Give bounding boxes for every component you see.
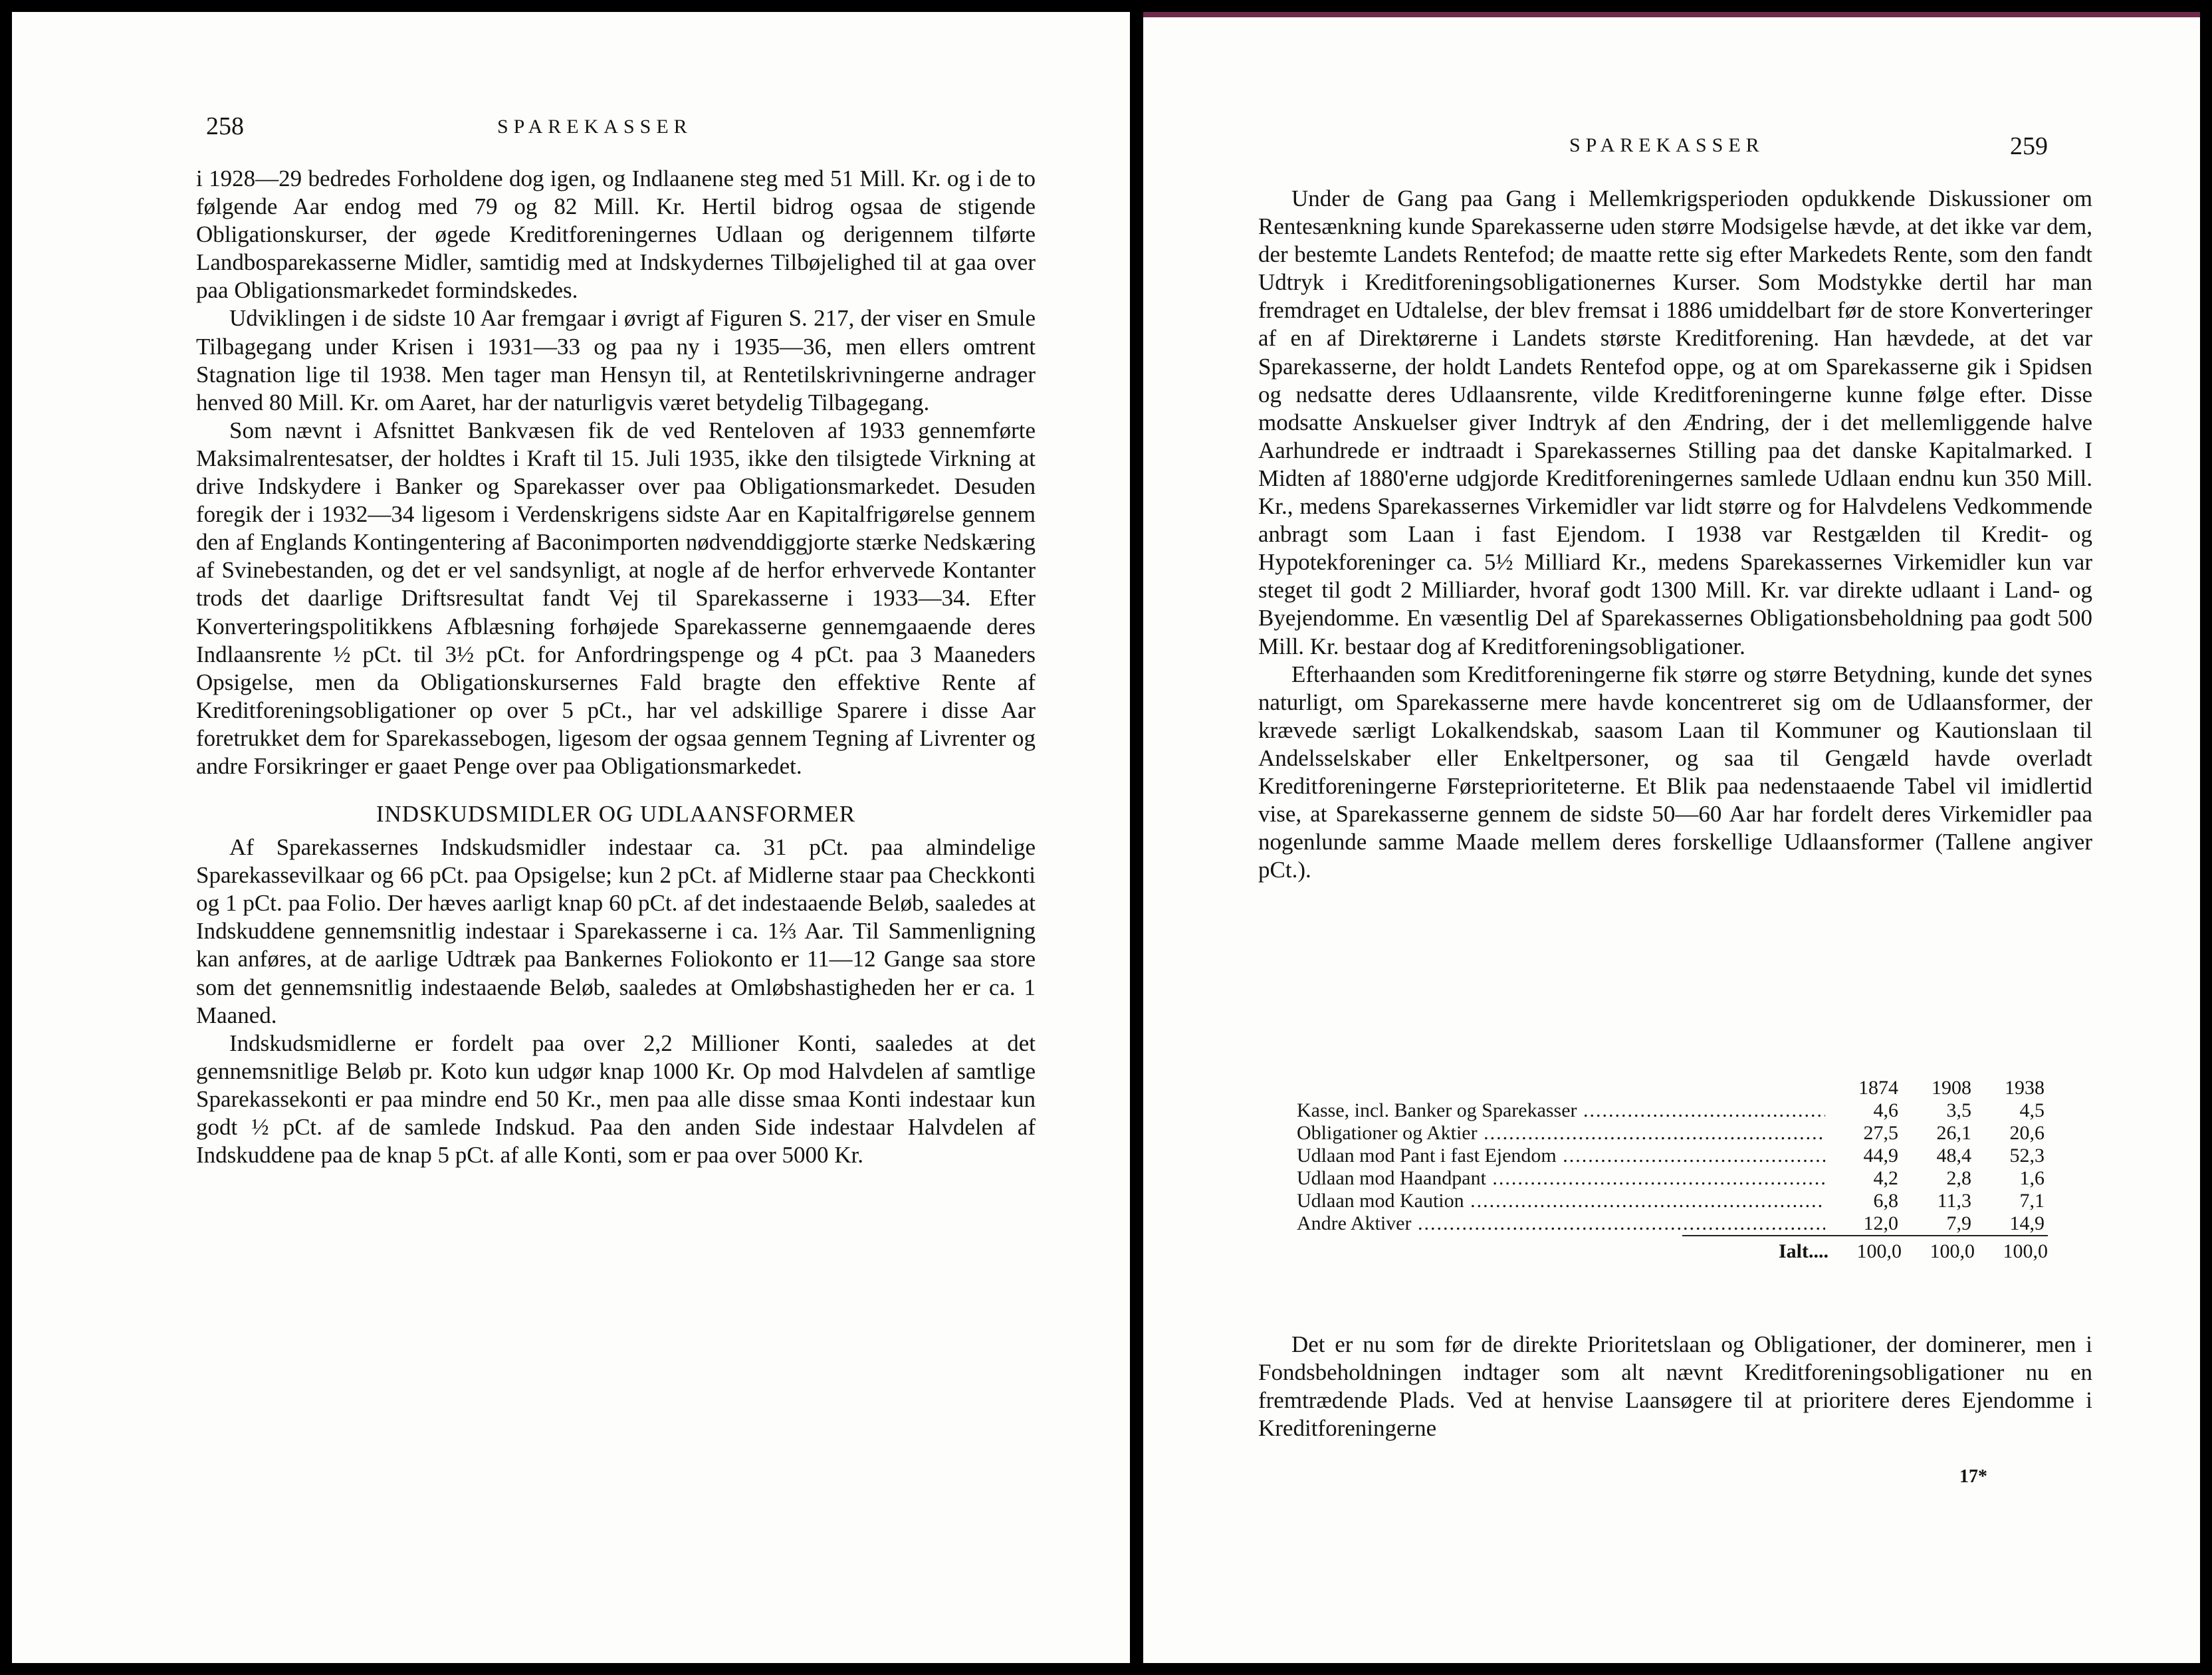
cell: 1,6 xyxy=(2019,1167,2045,1189)
paragraph: Udviklingen i de sidste 10 Aar fremgaar i øvrigt af Figuren S. 217, der viser en Smule Tilbagegang under Krisen i 1931—33 og paa ny i 1935—36, men ellers omtrent Stagnation lige til 1938. Men tager man Hensyn til, at Rentetilskrivningerne andrager henved 80 Mill. Kr. om Aaret, har der naturligvis været betydelig Tilbagegang. xyxy=(196,305,1036,415)
cell: 4,5 xyxy=(2019,1099,2045,1121)
cell: 27,5 xyxy=(1863,1122,1898,1144)
paragraph: Som nævnt i Afsnittet Bankvæsen fik de ved Renteloven af 1933 gennemførte Maksimalrentesatser, der holdtes i Kraft til 15. Juli 1935, ikke den tilsigtede Virkning at drive Indskydere i Banker og Sparekasser over paa Obligationsmarkedet. Desuden foregik der i 1932—34 ligesom i Verdenskrigens sidste Aar en Kapitalfrigørelse gennem den af Englands Kontingentering af Baconimporten nødvenddiggjorte stærke Nedskæring af Svinebestanden, og det er vel sandsynligt, at nogle af de herfor erhvervede Kontanter trods det daarlige Driftsresultat fandt Vej til Sparekasserne i 1933—34. Efter Konverteringspolitikkens Afblæsning forhøjede Sparekasserne gennemgaaende deres Indlaansrente ½ pCt. til 3½ pCt. for Anfordringspenge og 4 pCt. paa 3 Maaneders Opsigelse, men da Obligationskursernes Fald bragte den effektive Rente af Kreditforeningsobligationer op over 5 pCt., har vel adskillige Sparere i disse Aar foretrukket dem for Sparekassebogen, ligesom der ogsaa gennem Tegning af Livrenter og andre Forsikringer er gaaet Penge over paa Obligationsmarkedet. xyxy=(196,417,1036,779)
table-row xyxy=(1297,1190,2048,1212)
page-number-right: 259 xyxy=(2010,132,2048,160)
table-row xyxy=(1297,1099,2048,1122)
paragraph: Indskudsmidlerne er fordelt paa over 2,2 Millioner Konti, saaledes at det gennemsnitlige Beløb pr. Koto kun udgør knap 1000 Kr. Op mod Halvdelen af samtlige Sparekassekonti er paa mindre end 50 Kr., men paa alle disse smaa Konti indestaar kun godt ½ pCt. af de samlede Indskud. Paa den anden Side indestaar Halvdelen af Indskuddene paa de knap 5 pCt. af alle Konti, som er paa over 5000 Kr. xyxy=(196,1030,1036,1169)
cell: 11,3 xyxy=(1937,1190,1971,1212)
cell: 26,1 xyxy=(1936,1122,1971,1144)
row-label: Andre Aktiver ..... xyxy=(1297,1212,1825,1235)
cell: 4,6 xyxy=(1873,1099,1898,1121)
right-page xyxy=(1143,12,2200,1663)
running-head-left: SPAREKASSER xyxy=(497,116,693,138)
cell: 3,5 xyxy=(1946,1099,1971,1121)
year-header: 1938 xyxy=(2005,1077,2045,1099)
right-body-text-continued xyxy=(1258,1331,2092,1442)
total-cell: 100,0 xyxy=(2003,1240,2048,1262)
total-cell: 100,0 xyxy=(1856,1240,1902,1262)
table-row xyxy=(1297,1145,2048,1167)
cell: 2,8 xyxy=(1946,1167,1971,1189)
table-row xyxy=(1297,1212,2048,1235)
signature-mark: 17* xyxy=(1959,1466,1987,1487)
year-header: 1874 xyxy=(1858,1077,1898,1099)
row-label: Udlaan mod Kaution ..... xyxy=(1297,1190,1825,1212)
row-label: Udlaan mod Haandpant ..... xyxy=(1297,1167,1825,1190)
cell: 14,9 xyxy=(2009,1212,2045,1234)
section-heading: INDSKUDSMIDLER OG UDLAANSFORMER xyxy=(376,801,856,828)
paragraph: Efterhaanden som Kreditforeningerne fik større og større Betydning, kunde det synes naturligt, om Sparekasserne mere havde koncentreret sig om de Udlaansformer, der krævede særligt Lokalkendskab, saasom Laan til Kommuner og Kautionslaan til Andelsselskaber eller Enkeltpersoner, og saa til Gengæld havde overladt Kreditforeningerne Førsteprioriteterne. Et Blik paa nedenstaaende Tabel vil imidlertid vise, at Sparekasserne gennem de sidste 50—60 Aar har fordelt deres Virkemidler paa nogenlunde samme Maade mellem deres forskellige Udlaansformer (Tallene angiver pCt.). xyxy=(1258,661,2092,883)
row-label: Kasse, incl. Banker og Sparekasser ..... xyxy=(1297,1099,1825,1122)
cell: 4,2 xyxy=(1873,1167,1898,1189)
cell: 7,9 xyxy=(1946,1212,1971,1234)
table-row xyxy=(1297,1122,2048,1145)
table-total-row xyxy=(1682,1235,2048,1263)
cell: 7,1 xyxy=(2019,1190,2045,1212)
cell: 6,8 xyxy=(1873,1190,1898,1212)
paragraph: Under de Gang paa Gang i Mellemkrigsperioden opdukkende Diskussioner om Rentesænkning kunde Sparekasserne uden større Modsigelse hævde, at det ikke var dem, der bestemte Landets Rentefod; de maatte rette sig efter Markedets Rente, som den fandt Udtryk i Kreditforeningsobligationernes Kurser. Som Modstykke dertil har man fremdraget en Udtalelse, der blev fremsat i 1886 umiddelbart før de store Konverteringer af en af Direktørerne i Landets største Kreditforening. Han hævdede, at det var Sparekasserne, der holdt Landets Rentefod oppe, og at om Sparekasserne gik i Spidsen og nedsatte deres Udlaansrente, vilde Kreditforeningerne kunne følge efter. Disse modsatte Anskuelser giver Indtryk af den Ændring, der i det mellemliggende halve Aarhundrede er indtraadt i Sparekassernes Stilling paa det danske Kapitalmarked. I Midten af 1880'erne udgjorde Kreditforeningernes samlede Udlaan endnu kun 350 Mill. Kr., medens Sparekassernes Virkemidler var lidt større og for Halvdelens Vedkommende anbragt som Laan i fast Ejendom. I 1938 var Restgælden til Kredit- og Hypotekforeninger ca. 5½ Milliard Kr., medens Sparekassernes Virkemidler kun var steget til godt 2 Milliarder, hvoraf godt 1300 Mill. Kr. var direkte udlaant i Land- og Byejendomme. En væsentlig Del af Sparekassernes Obligationsbeholdning paa godt 500 Mill. Kr. bestaar dog af Kreditforeningsobligationer. xyxy=(1258,185,2092,659)
row-label: Udlaan mod Pant i fast Ejendom ..... xyxy=(1297,1145,1825,1167)
total-cell: 100,0 xyxy=(1930,1240,1975,1262)
table-header-row xyxy=(1297,1077,2048,1099)
row-label: Obligationer og Aktier ..... xyxy=(1297,1122,1825,1145)
page-number-left: 258 xyxy=(206,112,244,140)
right-body-text xyxy=(1258,185,2092,884)
left-body-text xyxy=(196,165,1036,1169)
total-label: Ialt.... xyxy=(1779,1240,1828,1262)
paragraph: i 1928—29 bedredes Forholdene dog igen, og Indlaanene steg med 51 Mill. Kr. og i de to følgende Aar endog med 79 og 82 Mill. Kr. Hertil bidrog ogsaa de stigende Obligationskurser, der øgede Kreditforeningernes Udlaan og derigennem tilførte Landbosparekasserne Midler, samtidig med at Indskydernes Tilbøjelighed til at gaa over paa Obligationsmarkedet formindskedes. xyxy=(196,166,1036,304)
cell: 44,9 xyxy=(1863,1145,1898,1167)
table-row xyxy=(1297,1167,2048,1190)
running-head-right: SPAREKASSER xyxy=(1569,134,1765,156)
cell: 48,4 xyxy=(1936,1145,1971,1167)
cell: 12,0 xyxy=(1863,1212,1898,1234)
cell: 20,6 xyxy=(2009,1122,2045,1144)
paragraph: Det er nu som før de direkte Prioritetslaan og Obligationer, der dominerer, men i Fondsbeholdningen indtager som alt nævnt Kreditforeningsobligationer nu en fremtrædende Plads. Ved at henvise Laansøgere til at prioritere deres Ejendomme i Kreditforeningerne xyxy=(1258,1331,2092,1442)
left-page xyxy=(12,12,1130,1663)
year-header: 1908 xyxy=(1932,1077,1971,1099)
cell: 52,3 xyxy=(2009,1145,2045,1167)
allocation-table xyxy=(1297,1077,2048,1263)
paragraph: Af Sparekassernes Indskudsmidler indestaar ca. 31 pCt. paa almindelige Sparekassevilkaar og 66 pCt. paa Opsigelse; kun 2 pCt. af Midlerne staar paa Checkkonti og 1 pCt. paa Folio. Der hæves aarligt knap 60 pCt. af det indestaaende Beløb, saaledes at Indskuddene gennemsnitlig indestaar i Sparekasserne i ca. 1⅔ Aar. Til Sammenligning kan anføres, at de aarlige Udtræk paa Bankernes Foliokonto er 11—12 Gange saa store som det gennemsnitlig indestaaende Beløb, saaledes at Omløbshastigheden her er ca. 1 Maaned. xyxy=(196,834,1036,1028)
